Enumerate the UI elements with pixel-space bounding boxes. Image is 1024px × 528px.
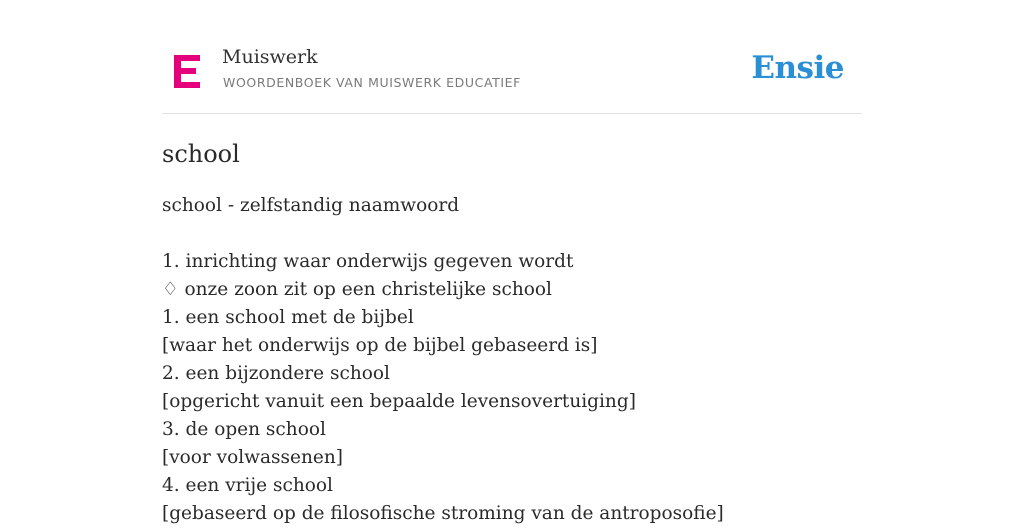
expression-explanation: [voor volwassenen] bbox=[162, 447, 343, 468]
site-subtitle: WOORDENBOEK VAN MUISWERK EDUCATIEF bbox=[223, 75, 521, 90]
expression-explanation: [opgericht vanuit een bepaalde levensovertuiging] bbox=[162, 391, 636, 412]
page bbox=[162, 0, 862, 528]
expression-explanation: [waar het onderwijs op de bijbel gebaseerd is] bbox=[162, 335, 598, 356]
site-name[interactable]: Muiswerk bbox=[222, 46, 318, 68]
muiswerk-logo-icon[interactable] bbox=[174, 55, 200, 88]
expression-line: 2. een bijzondere school bbox=[162, 363, 390, 384]
expression-explanation: [gebaseerd op de filosofische stroming van de antroposofie] bbox=[162, 503, 724, 524]
ensie-logo[interactable]: Ensie bbox=[751, 50, 844, 86]
expression-line: 1. een school met de bijbel bbox=[162, 307, 414, 328]
example-line: ♢ onze zoon zit op een christelijke school bbox=[162, 279, 552, 300]
expression-line: 3. de open school bbox=[162, 419, 326, 440]
dictionary-entry bbox=[162, 192, 862, 528]
site-header bbox=[162, 0, 862, 114]
page-title: school bbox=[162, 140, 240, 168]
spacer bbox=[162, 220, 862, 248]
definition-line: 1. inrichting waar onderwijs gegeven wordt bbox=[162, 251, 574, 272]
expression-line: 4. een vrije school bbox=[162, 475, 333, 496]
part-of-speech-line: school - zelfstandig naamwoord bbox=[162, 195, 460, 216]
